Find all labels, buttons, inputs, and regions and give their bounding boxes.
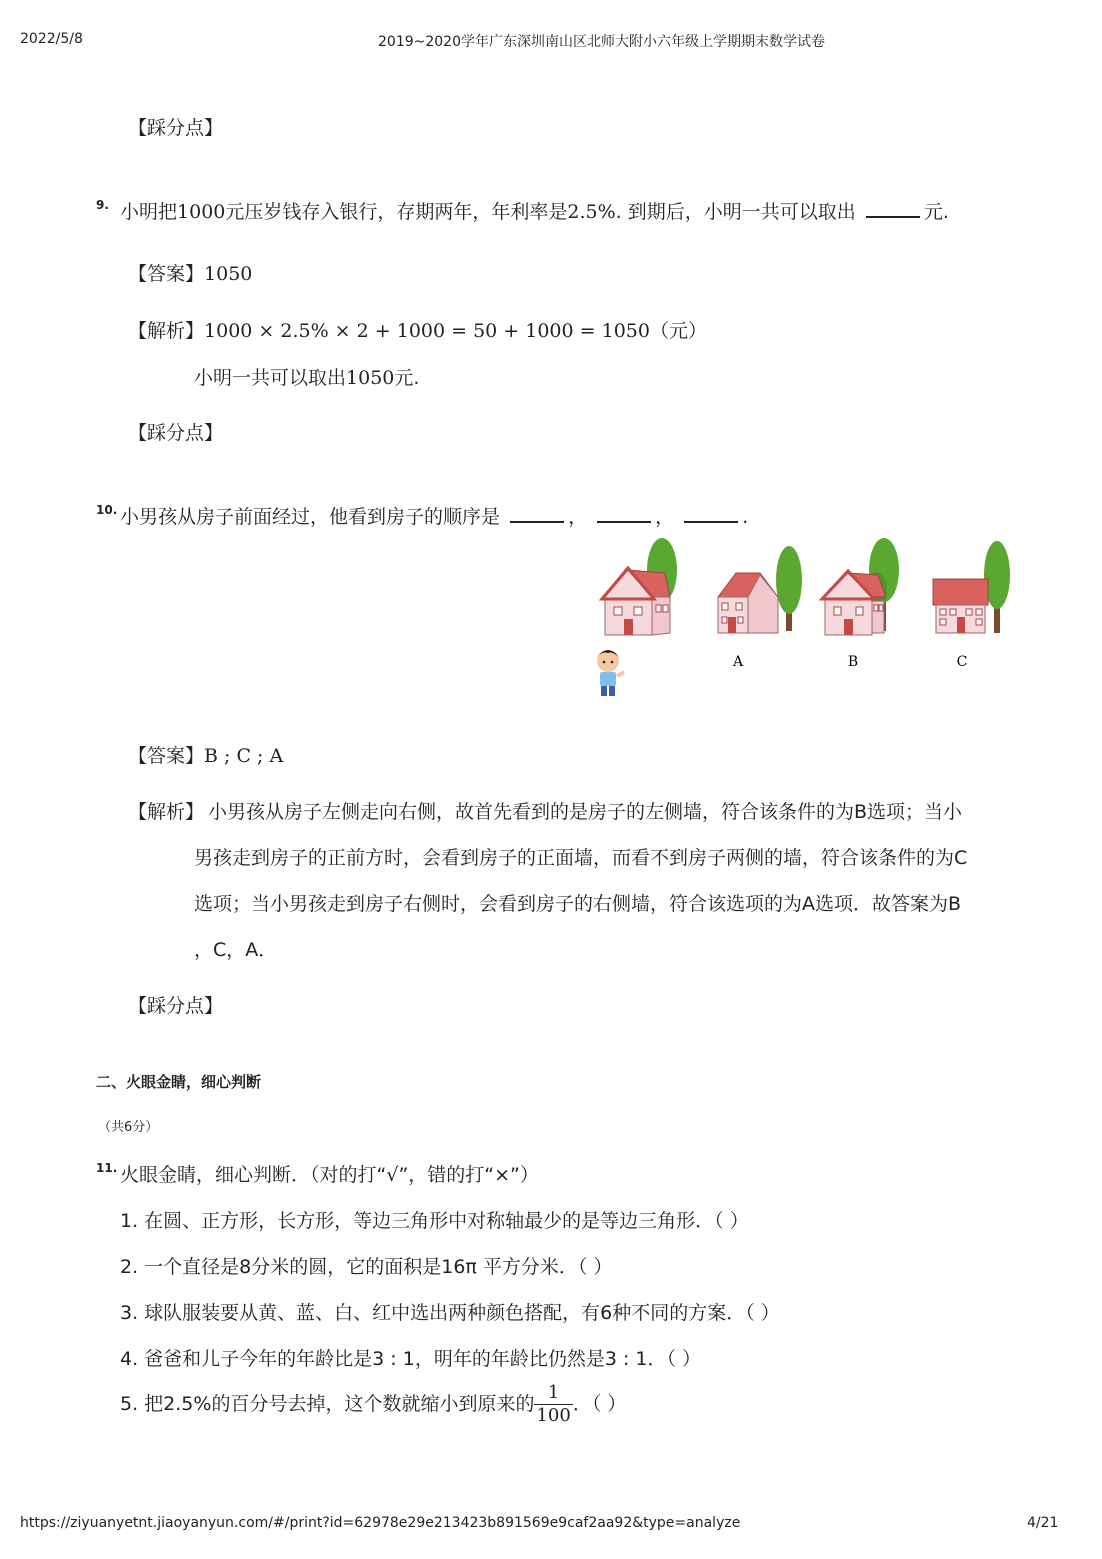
question-9-text: 小明把1000元压岁钱存入银行，存期两年，年利率是2.5%. 到期后，小明一共可以取出 元. — [120, 198, 949, 226]
house-c — [933, 541, 1010, 633]
reference-house — [602, 538, 677, 635]
analysis-q10-line4: ，C，A． — [194, 939, 278, 961]
answer-label-q10: 【答案】B ; C ; A — [128, 745, 284, 767]
question-number-11: 11. — [96, 1161, 118, 1175]
section-title: 二、火眼金睛，细心判断 — [96, 1073, 262, 1091]
section-points: （共6分） — [98, 1120, 159, 1135]
analysis-q9: 【解析】1000 × 2.5% × 2 + 1000 = 50 + 1000 = 1050（元） — [128, 320, 707, 342]
question-number-9: 9. — [96, 198, 109, 212]
house-a — [718, 546, 802, 633]
footer-url[interactable]: https://ziyuanyetnt.jiaoyanyun.com/#/print?id=62978e29e213423b891569e9caf2aa92&type=analyze — [20, 1515, 741, 1531]
q11-item-5: 5. 把2.5%的百分号去掉，这个数就缩小到原来的 $\frac{1}{100}$ ．（ ） — [120, 1382, 627, 1426]
q11-item-2: 2. 一个直径是8分米的圆，它的面积是16π 平方分米．（ ） — [120, 1256, 613, 1278]
answer-value-q10: B ; C ; A — [204, 745, 284, 767]
answer-blank-2 — [597, 503, 651, 523]
figure-label-c: C — [956, 654, 968, 670]
q11-item-3: 3. 球队服装要从黄、蓝、白、红中选出两种颜色搭配，有6种不同的方案．（ ） — [120, 1302, 780, 1324]
houses-figure — [590, 535, 1020, 705]
figure-label-a: A — [732, 654, 744, 670]
analysis-q9-line2: 小明一共可以取出1050元. — [194, 367, 420, 389]
question-10-text: 小男孩从房子前面经过，他看到房子的顺序是 ， ， . — [120, 503, 748, 531]
analysis-q10-line2: 男孩走到房子的正前方时，会看到房子的正面墙，而看不到房子两侧的墙，符合该条件的为C — [194, 847, 968, 869]
answer-blank-1 — [510, 503, 564, 523]
header-title: 2019~2020学年广东深圳南山区北师大附小六年级上学期期末数学试卷 — [378, 34, 825, 50]
score-points-label-q8: 【踩分点】 — [128, 117, 224, 139]
analysis-q10-line3: 选项；当小男孩走到房子右侧时，会看到房子的右侧墙，符合该选项的为A选项．故答案为B — [194, 893, 962, 915]
house-b — [822, 538, 899, 635]
fraction: $\frac{1}{100}$ — [536, 1382, 571, 1426]
answer-value-q9: 1050 — [204, 263, 253, 285]
analysis-formula-q9: 1000 × 2.5% × 2 + 1000 = 50 + 1000 = 1050 — [204, 320, 650, 342]
header-date: 2022/5/8 — [20, 31, 83, 47]
q11-item-1: 1. 在圆、正方形，长方形，等边三角形中对称轴最少的是等边三角形．（ ） — [120, 1210, 749, 1232]
answer-blank-3 — [684, 503, 738, 523]
footer-page-number: 4/21 — [1027, 1515, 1059, 1531]
boy-figure — [597, 650, 625, 696]
question-11-text: 火眼金睛，细心判断．（对的打“√”，错的打“×”） — [120, 1164, 539, 1186]
question-number-10: 10. — [96, 503, 118, 517]
score-points-label-q10: 【踩分点】 — [128, 995, 224, 1017]
answer-label-q9: 【答案】1050 — [128, 263, 253, 285]
q11-item-4: 4. 爸爸和儿子今年的年龄比是3 : 1，明年的年龄比仍然是3 : 1．（ ） — [120, 1348, 702, 1370]
analysis-label-q10: 【解析】 — [128, 801, 205, 823]
answer-blank — [866, 198, 920, 218]
analysis-q10-line1: 小男孩从房子左侧走向右侧，故首先看到的是房子的左侧墙，符合该条件的为B选项；当小 — [208, 801, 963, 823]
score-points-label-q9: 【踩分点】 — [128, 422, 224, 444]
figure-label-b: B — [847, 654, 859, 670]
